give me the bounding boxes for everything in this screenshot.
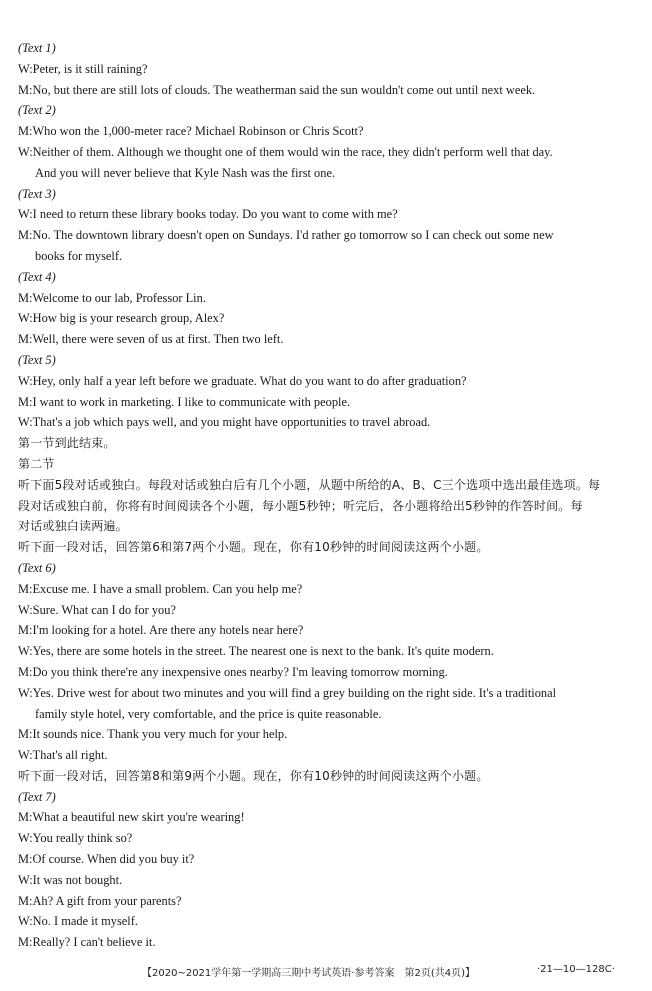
text-label: (Text 2) xyxy=(18,103,56,118)
dialogue-line: W:Peter, is it still raining? xyxy=(18,61,148,76)
dialogue-line: W:Hey, only half a year left before we graduate. What do you want to do after graduation? xyxy=(18,373,467,388)
dialogue-line: M:What a beautiful new skirt you're wearing! xyxy=(18,810,245,825)
dialogue-line: M:It sounds nice. Thank you very much for your help. xyxy=(18,727,288,742)
dialogue-line: W:Neither of them. Although we thought one of them would win the race, they didn't perform well that day. xyxy=(18,144,553,159)
dialogue-line: W:How big is your research group, Alex? xyxy=(18,311,225,326)
dialogue-line: M:Of course. When did you buy it? xyxy=(18,852,195,867)
dialogue-line: M:No, but there are still lots of clouds. The weatherman said the sun wouldn't come out until next week. xyxy=(18,82,536,97)
dialogue-line: M:Well, there were seven of us at first. Then two left. xyxy=(18,332,284,347)
text-label: (Text 3) xyxy=(18,186,56,201)
text-label: (Text 7) xyxy=(18,789,56,804)
instruction-line: 第二节 xyxy=(18,456,55,471)
dialogue-line: M:Do you think there're any inexpensive ones nearby? I'm leaving tomorrow morning. xyxy=(18,664,448,679)
dialogue-line: M:Excuse me. I have a small problem. Can you help me? xyxy=(18,581,303,596)
instruction-line: 段对话或独白前，你将有时间阅读各个小题，每小题5秒钟；听完后，各小题将给出5秒钟的作答时间。每 xyxy=(18,498,583,513)
dialogue-line: W:You really think so? xyxy=(18,831,133,846)
dialogue-line: M:I'm looking for a hotel. Are there any hotels near here? xyxy=(18,623,304,638)
dialogue-line: W:Yes. Drive west for about two minutes and you will find a grey building on the right side. It's a traditional xyxy=(18,685,557,700)
text-label: (Text 4) xyxy=(18,269,56,284)
instruction-line: 对话或独白读两遍。 xyxy=(18,519,128,534)
dialogue-line: M:Welcome to our lab, Professor Lin. xyxy=(18,290,206,305)
instruction-line: 第一节到此结束。 xyxy=(18,436,116,451)
dialogue-line: W:That's a job which pays well, and you might have opportunities to travel abroad. xyxy=(18,415,431,430)
footer-title: 【2020~2021学年第一学期高三期中考试英语·参考答案 第2页(共4页)】 xyxy=(142,968,475,979)
text-label: (Text 6) xyxy=(18,560,56,575)
transcript-body xyxy=(18,38,640,953)
dialogue-line: W:I need to return these library books today. Do you want to come with me? xyxy=(18,207,398,222)
dialogue-line: W:No. I made it myself. xyxy=(18,914,138,929)
dialogue-continuation: family style hotel, very comfortable, and the price is quite reasonable. xyxy=(35,706,382,721)
dialogue-line: W:That's all right. xyxy=(18,748,108,763)
dialogue-line: W:Yes, there are some hotels in the street. The nearest one is next to the bank. It's quite modern. xyxy=(18,644,494,659)
dialogue-line: M:Who won the 1,000-meter race? Michael Robinson or Chris Scott? xyxy=(18,124,364,139)
dialogue-line: W:Sure. What can I do for you? xyxy=(18,602,176,617)
dialogue-line: M:I want to work in marketing. I like to communicate with people. xyxy=(18,394,351,409)
dialogue-continuation: books for myself. xyxy=(35,248,123,263)
footer-code: ·21—10—128C· xyxy=(537,964,615,975)
dialogue-continuation: And you will never believe that Kyle Nash was the first one. xyxy=(35,165,336,180)
dialogue-line: M:Really? I can't believe it. xyxy=(18,935,156,950)
instruction-line: 听下面一段对话，回答第6和第7两个小题。现在，你有10秒钟的时间阅读这两个小题。 xyxy=(18,540,489,555)
dialogue-line: W:It was not bought. xyxy=(18,872,123,887)
instruction-line: 听下面5段对话或独白。每段对话或独白后有几个小题，从题中所给的A、B、C三个选项中选出最佳选项。每 xyxy=(18,477,601,492)
text-label: (Text 5) xyxy=(18,352,56,367)
dialogue-line: M:No. The downtown library doesn't open on Sundays. I'd rather go tomorrow so I can check out some new xyxy=(18,228,554,243)
dialogue-line: M:Ah? A gift from your parents? xyxy=(18,893,182,908)
instruction-line: 听下面一段对话，回答第8和第9两个小题。现在，你有10秒钟的时间阅读这两个小题。 xyxy=(18,768,489,783)
text-label: (Text 1) xyxy=(18,41,56,55)
